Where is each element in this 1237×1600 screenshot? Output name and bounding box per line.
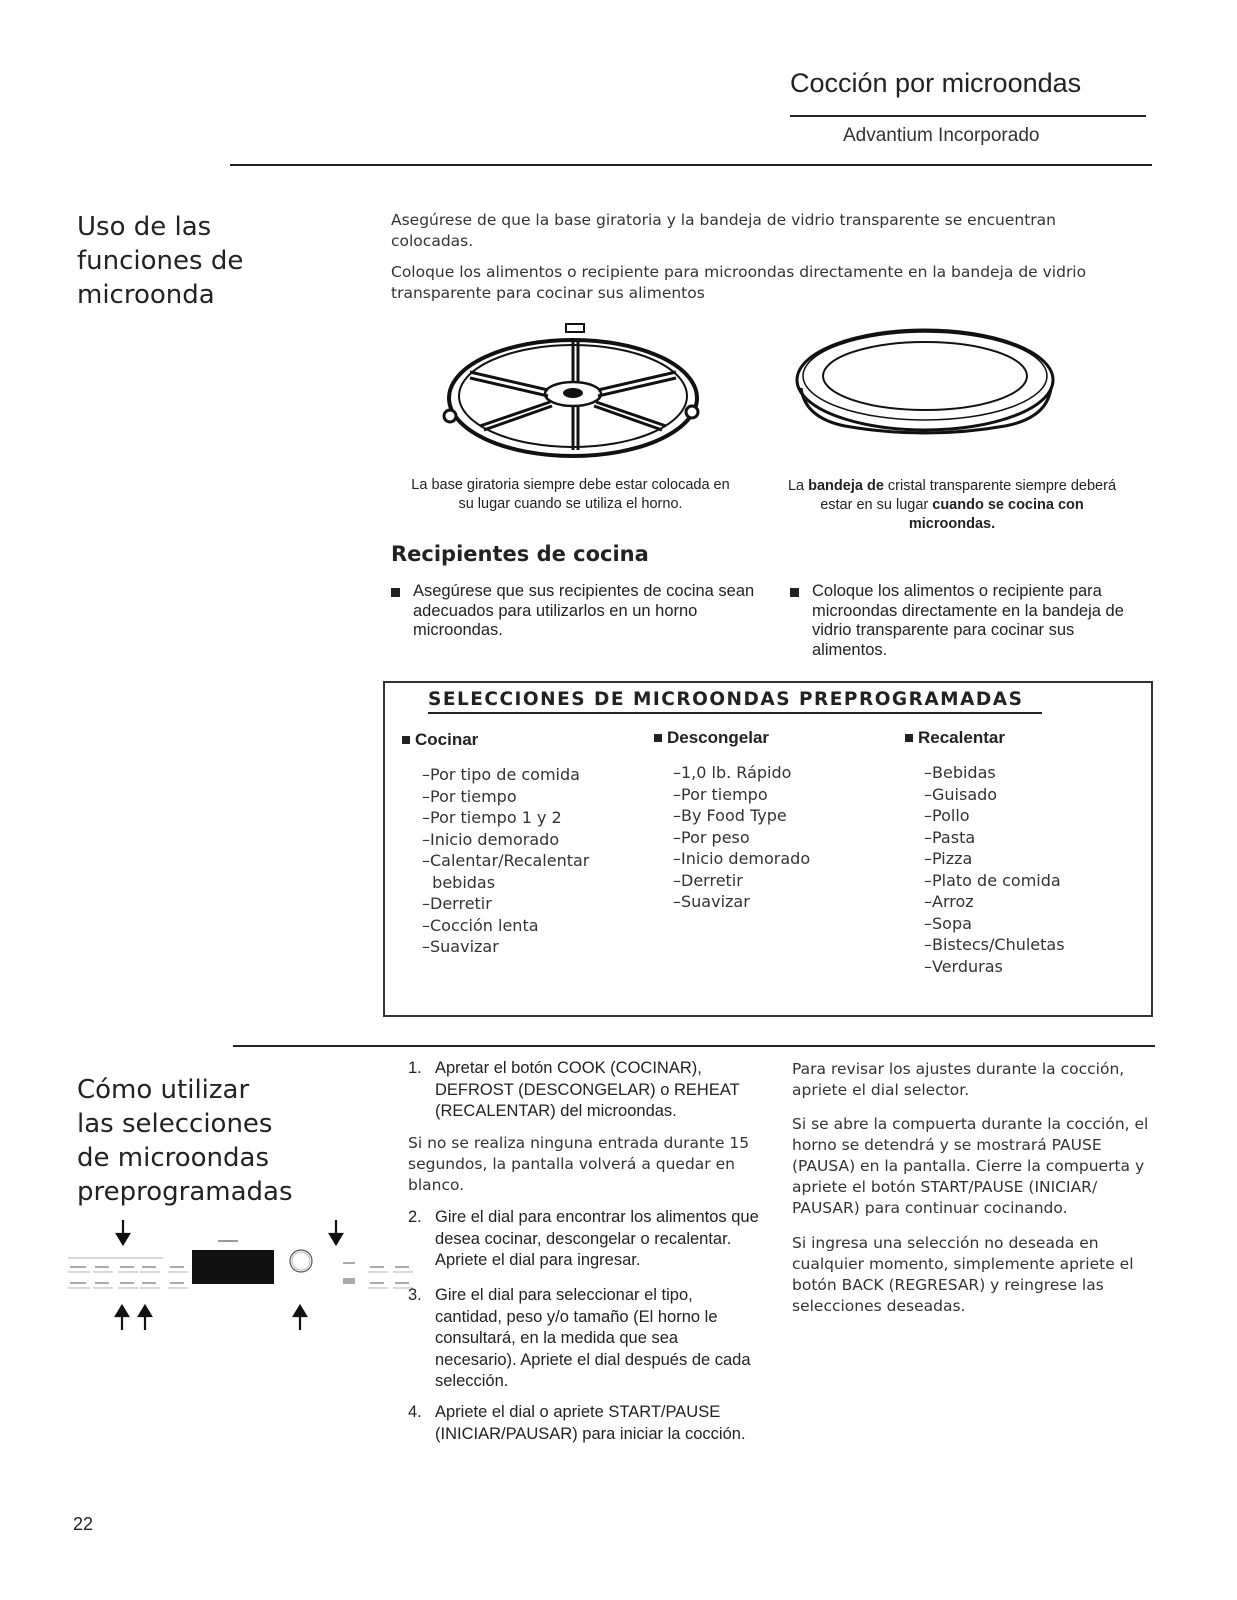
list-item: –By Food Type [673,806,787,825]
bullet-square-icon [402,736,410,744]
bullet-square-icon [905,734,913,742]
step-1 [408,1058,768,1123]
title-line: microonda [77,280,215,310]
title-line: preprogramadas [77,1177,293,1207]
preset-list-defrost [673,762,873,913]
header-divider [230,164,1152,166]
list-item: –Inicio demorado [673,849,811,868]
list-item: –Calentar/Recalentar [422,851,590,870]
glass-tray-illustration [795,318,1065,438]
intro-paragraph-1: Asegúrese de que la base giratoria y la bandeja de vidrio transparente se encuentran colocadas. [391,211,1057,250]
list-item: –Suavizar [422,937,499,956]
list-item: –Por tiempo 1 y 2 [422,808,562,827]
preset-column-heading-defrost: Descongelar [654,728,769,748]
presets-title: SELECCIONES DE MICROONDAS PREPROGRAMADAS [428,689,1024,710]
bullet-text: Asegúrese que sus recipientes de cocina sean adecuados para utilizarlos en un horno microondas. [413,582,755,639]
step-4 [408,1402,768,1445]
preset-column-heading-reheat: Recalentar [905,728,1005,748]
title-line: funciones de [77,246,244,276]
caption-bold-text: cuando se cocina con microondas. [908,497,1084,532]
step-text: Gire el dial para seleccionar el tipo, cantidad, peso y/o tamaño (El horno le consultará, en la medida que sea necesario). Apriete el dial después de cada selección. [435,1286,751,1390]
list-item: –Pizza [924,849,973,868]
caption-text: La [787,478,809,494]
step-2 [408,1207,768,1272]
preset-column-heading-cook: Cocinar [402,730,478,750]
list-item: bebidas [422,872,496,892]
list-item: –Suavizar [673,892,750,911]
title-line: las selecciones [77,1109,273,1139]
step-number: 1. [408,1059,422,1077]
step-number: 4. [408,1403,422,1421]
review-settings-note: Para revisar los ajustes durante la cocción, apriete el dial selector. [792,1060,1125,1099]
blank-screen-note: Si no se realiza ninguna entrada durante 15 segundos, la pantalla volverá a quedar en blanco. [408,1134,750,1194]
back-button-note: Si ingresa una selección no deseada en cualquier momento, simplemente apriete el botón BACK (REGRESAR) y reingrese las selecciones deseadas. [792,1234,1134,1315]
list-item: –Pasta [924,827,976,847]
list-item: –Cocción lenta [422,915,539,935]
door-open-note: Si se abre la compuerta durante la cocción, el horno se detendrá y se mostrará PAUSE (PAUSA) en la pantalla. Cierre la compuerta y apriete el botón START/PAUSE (INICIAR/ PAUSAR) para continuar cocinando. [792,1115,1149,1217]
section-divider [233,1045,1155,1047]
title-line: de microondas [77,1143,270,1173]
glass-tray-caption [783,477,1121,534]
section-title-presets-howto [77,1073,317,1209]
page-number: 22 [73,1514,94,1534]
step-3 [408,1285,753,1393]
turntable-caption: La base giratoria siempre debe estar colocada en su lugar cuando se utiliza el horno. [411,477,730,512]
list-item: –Sopa [924,913,972,933]
list-item: –Inicio demorado [422,829,560,849]
list-item: –Por tipo de comida [422,765,580,784]
intro-paragraph-2: Coloque los alimentos o recipiente para microondas directamente en la bandeja de vidrio transparente para cocinar sus alimentos [391,263,1087,302]
chapter-subtitle: Advantium Incorporado [843,125,1040,146]
cookware-bullet-right [790,582,1135,660]
title-line: Uso de las [77,212,212,242]
list-item: –Pollo [924,806,970,825]
bullet-square-icon [654,734,662,742]
preset-list-cook [422,764,622,958]
list-item: –Bistecs/Chuletas [924,935,1065,954]
list-item: –Bebidas [924,763,996,782]
step-text: Apriete el dial o apriete START/PAUSE (INICIAR/PAUSAR) para iniciar la cocción. [435,1403,746,1443]
step-text: Apretar el botón COOK (COCINAR), DEFROST (DESCONGELAR) o REHEAT (RECALENTAR) del microondas. [435,1059,740,1120]
step-number: 2. [408,1208,422,1226]
preset-list-reheat [924,762,1134,977]
section-title-microwave-use [77,210,307,312]
list-item: –Por tiempo [422,786,517,806]
list-item: –Arroz [924,892,974,911]
turntable-support-illustration [440,320,710,460]
list-item: –Derretir [422,894,492,913]
list-item: –1,0 lb. Rápido [673,763,792,782]
cookware-heading: Recipientes de cocina [391,542,649,566]
control-panel-illustration [68,1220,413,1330]
list-item: –Derretir [673,870,743,890]
list-item: –Por peso [673,827,750,847]
title-line: Cómo utilizar [77,1075,250,1105]
chapter-title: Cocción por microondas [790,68,1082,98]
step-number: 3. [408,1286,422,1304]
list-item: –Verduras [924,956,1003,976]
list-item: –Plato de comida [924,870,1061,890]
list-item: –Por tiempo [673,784,768,804]
bullet-square-icon [790,588,799,597]
step-text: Gire el dial para encontrar los alimentos que desea cocinar, descongelar o recalentar. Apriete el dial para ingresar. [435,1208,759,1269]
cookware-bullet-left [391,582,761,641]
list-item: –Guisado [924,784,998,804]
bullet-text: Coloque los alimentos o recipiente para microondas directamente en la bandeja de vidrio transparente para cocinar sus alimentos. [812,582,1124,659]
caption-text: cristal transparente siempre deberá estar en su lugar [820,478,1117,513]
bullet-square-icon [391,588,400,597]
caption-bold-text: bandeja de [808,478,884,494]
header-rule [790,115,1146,117]
presets-title-underline [428,712,1042,714]
